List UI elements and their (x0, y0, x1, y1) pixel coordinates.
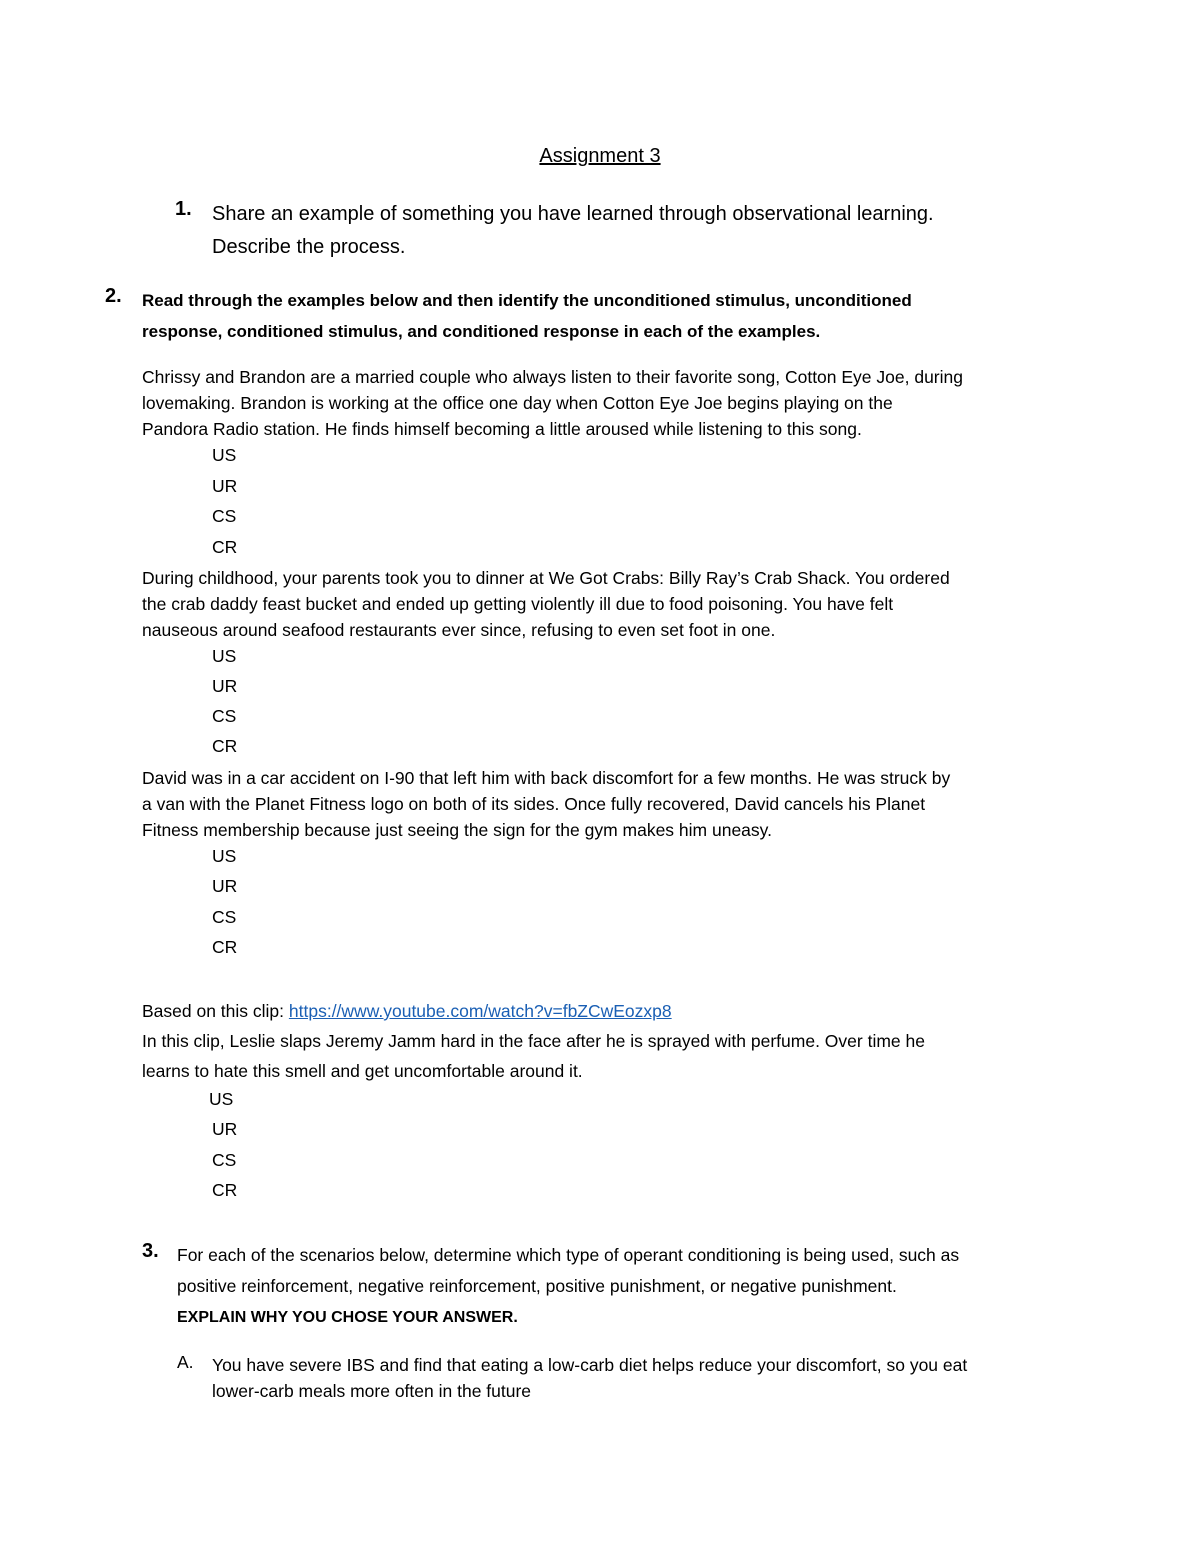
label-cr: CR (212, 1180, 238, 1200)
label-cs: CS (212, 1150, 237, 1170)
scenario-a-letter: A. (177, 1352, 194, 1372)
example-line: lovemaking. Brandon is working at the office one day when Cotton Eye Joe begins playing on the (142, 393, 893, 413)
label-cs: CS (212, 907, 237, 927)
label-us: US (209, 1089, 234, 1109)
example-3-paragraph (142, 765, 950, 843)
question-3-line: positive reinforcement, negative reinforcement, positive punishment, or negative punishment. (177, 1276, 897, 1296)
label-ur: UR (212, 876, 238, 896)
clip-paragraph (142, 996, 925, 1086)
label-cs: CS (212, 706, 237, 726)
question-1-number: 1. (175, 198, 192, 220)
label-cr: CR (212, 736, 238, 756)
question-1-text (212, 198, 934, 264)
question-1-line: Share an example of something you have learned through observational learning. (212, 203, 934, 225)
label-cs: CS (212, 506, 237, 526)
clip-line: learns to hate this smell and get uncomfortable around it. (142, 1061, 583, 1081)
question-2-text (142, 285, 912, 347)
example-line: During childhood, your parents took you to dinner at We Got Crabs: Billy Ray’s Crab Shack. You ordered (142, 568, 950, 588)
question-3-number: 3. (142, 1240, 159, 1262)
question-3-line: For each of the scenarios below, determine which type of operant conditioning is being used, such as (177, 1245, 960, 1265)
scenario-a-text (212, 1352, 967, 1404)
page-title: Assignment 3 (539, 145, 661, 167)
label-ur: UR (212, 676, 238, 696)
clip-source-line (142, 996, 925, 1026)
example-1-paragraph (142, 364, 963, 442)
question-3-text (177, 1240, 959, 1333)
clip-prefix: Based on this clip: (142, 1001, 289, 1021)
scenario-line: You have severe IBS and find that eating a low-carb diet helps reduce your discomfort, so you eat (212, 1355, 968, 1375)
clip-line: In this clip, Leslie slaps Jeremy Jamm hard in the face after he is sprayed with perfume. Over time he (142, 1031, 925, 1051)
example-line: Chrissy and Brandon are a married couple who always listen to their favorite song, Cotton Eye Joe, during (142, 367, 963, 387)
example-line: Pandora Radio station. He finds himself becoming a little aroused while listening to this song. (142, 419, 862, 439)
label-ur: UR (212, 1119, 238, 1139)
question-2-number: 2. (105, 285, 122, 307)
question-3-instruction: EXPLAIN WHY YOU CHOSE YOUR ANSWER. (177, 1309, 518, 1326)
youtube-link[interactable]: https://www.youtube.com/watch?v=fbZCwEozxp8 (288, 1001, 672, 1021)
example-line: nauseous around seafood restaurants ever since, refusing to even set foot in one. (142, 620, 776, 640)
question-2-line: Read through the examples below and then identify the unconditioned stimulus, unconditioned (142, 291, 912, 310)
example-line: David was in a car accident on I-90 that left him with back discomfort for a few months. He was struck by (142, 768, 951, 788)
label-cr: CR (212, 537, 238, 557)
example-line: a van with the Planet Fitness logo on both of its sides. Once fully recovered, David cancels his Planet (142, 794, 926, 814)
label-us: US (212, 846, 237, 866)
label-us: US (212, 445, 237, 465)
scenario-line: lower-carb meals more often in the future (212, 1381, 532, 1401)
label-us: US (212, 646, 237, 666)
question-1-line: Describe the process. (212, 236, 406, 258)
label-cr: CR (212, 937, 238, 957)
label-ur: UR (212, 476, 238, 496)
example-2-paragraph (142, 565, 950, 643)
example-line: Fitness membership because just seeing the sign for the gym makes him uneasy. (142, 820, 772, 840)
example-line: the crab daddy feast bucket and ended up getting violently ill due to food poisoning. You have felt (142, 594, 894, 614)
question-2-line: response, conditioned stimulus, and conditioned response in each of the examples. (142, 322, 821, 341)
